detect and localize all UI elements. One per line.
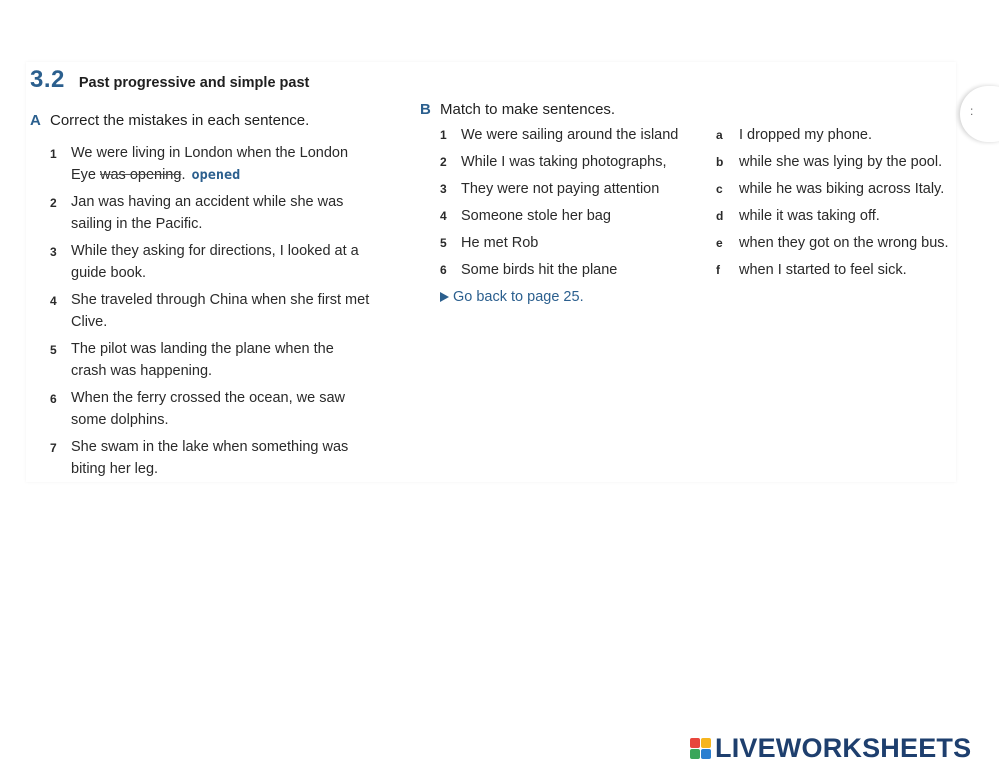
item-sentence[interactable]: While they asking for directions, I looked at a guide book.	[71, 243, 359, 281]
match-left-item[interactable]	[440, 262, 710, 289]
section-a-letter: A	[30, 112, 41, 129]
item-sentence: while she was lying by the pool.	[739, 154, 943, 170]
section-b-heading	[420, 101, 615, 118]
struck-text: was opening	[100, 167, 182, 183]
item-sentence: While I was taking photographs,	[461, 154, 667, 170]
item-sentence: Some birds hit the plane	[461, 262, 618, 278]
item-letter: d	[716, 209, 724, 223]
match-left-item[interactable]	[440, 127, 710, 154]
list-item	[50, 289, 370, 333]
item-sentence: while he was biking across Italy.	[739, 181, 945, 197]
liveworksheets-brand	[690, 733, 971, 764]
section-b-instruction: Match to make sentences.	[440, 101, 616, 118]
logo-square-red	[690, 738, 700, 748]
item-number: 3	[50, 245, 57, 259]
list-item	[50, 436, 370, 480]
match-left-item[interactable]	[440, 181, 710, 208]
match-right-item[interactable]	[716, 208, 976, 235]
item-sentence: when I started to feel sick.	[739, 262, 907, 278]
logo-square-yellow	[701, 738, 711, 748]
match-right-item[interactable]	[716, 154, 976, 181]
match-right-item[interactable]	[716, 262, 976, 289]
list-item	[50, 338, 370, 382]
item-letter: b	[716, 155, 724, 169]
unit-header	[30, 66, 309, 94]
section-b-letter: B	[420, 101, 431, 118]
item-number: 7	[50, 441, 57, 455]
match-right-item[interactable]	[716, 235, 976, 262]
item-number: 6	[440, 263, 447, 277]
item-number: 1	[440, 128, 447, 142]
list-item	[50, 142, 370, 186]
item-number: 6	[50, 392, 57, 406]
logo-square-green	[690, 749, 700, 759]
sentence-end: .	[181, 167, 186, 183]
play-arrow-icon	[440, 292, 449, 302]
list-item	[50, 191, 370, 235]
list-item	[50, 240, 370, 284]
logo-square-blue	[701, 749, 711, 759]
section-b-right-list	[716, 127, 976, 289]
section-a-list	[50, 142, 370, 485]
item-number: 3	[440, 182, 447, 196]
item-sentence[interactable]: When the ferry crossed the ocean, we saw some dolphins.	[71, 390, 346, 428]
item-number: 5	[50, 343, 57, 357]
item-sentence: while it was taking off.	[739, 208, 880, 224]
item-letter: e	[716, 236, 723, 250]
brand-text: LIVEWORKSHEETS	[715, 733, 972, 763]
item-number: 2	[50, 196, 57, 210]
match-left-item[interactable]	[440, 235, 710, 262]
match-left-item[interactable]	[440, 208, 710, 235]
item-number: 4	[50, 294, 57, 308]
correction-text: opened	[191, 167, 241, 183]
unit-title: Past progressive and simple past	[78, 75, 310, 91]
item-letter: c	[716, 182, 723, 196]
item-sentence[interactable]: She swam in the lake when something was biting her leg.	[71, 439, 349, 477]
go-back-link[interactable]	[440, 289, 584, 305]
item-sentence[interactable]: The pilot was landing the plane when the crash was happening.	[71, 341, 334, 379]
item-sentence: I dropped my phone.	[739, 127, 873, 143]
match-right-item[interactable]	[716, 181, 976, 208]
liveworksheets-logo-icon	[690, 738, 711, 759]
item-sentence: We were sailing around the island	[461, 127, 679, 143]
item-number: 4	[440, 209, 447, 223]
section-b-left-list	[440, 127, 710, 289]
item-sentence[interactable]: Jan was having an accident while she was sailing in the Pacific.	[71, 194, 344, 232]
section-a-heading	[30, 112, 309, 129]
list-item	[50, 387, 370, 431]
match-left-item[interactable]	[440, 154, 710, 181]
item-sentence[interactable]: She traveled through China when she first met Clive.	[71, 292, 370, 330]
item-sentence: They were not paying attention	[461, 181, 660, 197]
item-letter: a	[716, 128, 723, 142]
unit-number: 3.2	[30, 66, 65, 93]
sentence-text: We were living in London when the London Eye	[71, 145, 349, 183]
item-number: 1	[50, 147, 57, 161]
side-tab-label: :	[970, 104, 974, 118]
item-number: 2	[440, 155, 447, 169]
item-letter: f	[716, 263, 720, 277]
item-number: 5	[440, 236, 447, 250]
match-right-item[interactable]	[716, 127, 976, 154]
item-sentence: when they got on the wrong bus.	[739, 235, 949, 251]
item-sentence	[71, 142, 370, 186]
item-sentence: He met Rob	[461, 235, 539, 251]
item-sentence: Someone stole her bag	[461, 208, 611, 224]
go-back-text: Go back to page 25.	[453, 289, 584, 305]
section-a-instruction: Correct the mistakes in each sentence.	[50, 112, 310, 129]
